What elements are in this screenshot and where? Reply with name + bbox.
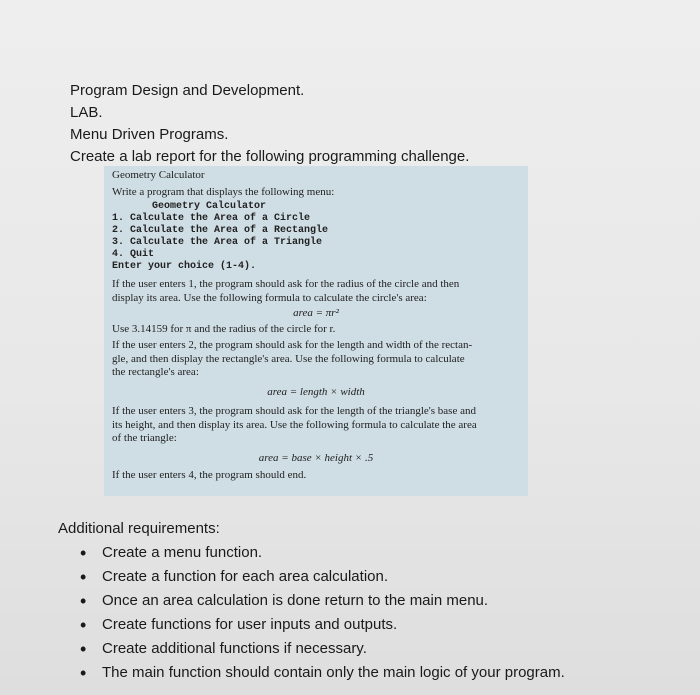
text-line: gle, and then display the rectangle's area. Use the following formula to calculate: [112, 352, 465, 365]
menu-prompt: Enter your choice (1-4).: [112, 261, 257, 272]
text-line: If the user enters 3, the program should ask for the length of the triangle's base and: [112, 405, 476, 417]
list-item: • Once an area calculation is done return to the main menu.: [80, 589, 565, 613]
list-item: • Create functions for user inputs and outputs.: [80, 613, 565, 637]
formula-rectangle: area = length × width: [267, 385, 365, 398]
requirements-list: [58, 541, 565, 685]
text-line: display its area. Use the following formula to calculate the circle's area:: [112, 291, 427, 304]
list-item: • Create a function for each area calculation.: [80, 565, 565, 589]
requirements: [58, 520, 565, 685]
paragraph-rectangle: [112, 339, 520, 380]
text-line: the rectangle's area:: [112, 366, 199, 378]
course-title: Program Design and Development.: [70, 82, 305, 99]
formula-triangle: area = base × height × .5: [258, 451, 374, 464]
formula-circle: area = πr²: [293, 307, 339, 319]
menu-item: 4. Quit: [112, 249, 155, 260]
challenge-box: [104, 166, 528, 496]
lab-label: LAB.: [70, 104, 103, 121]
list-item: • The main function should contain only the main logic of your program.: [80, 661, 565, 685]
text-line: its height, and then display its area. Use the following formula to calculate the area: [112, 418, 477, 431]
requirements-title: Additional requirements:: [58, 520, 220, 537]
menu-title: Geometry Calculator: [152, 201, 267, 212]
topic: Menu Driven Programs.: [70, 126, 229, 143]
header: [70, 80, 469, 168]
paragraph-circle: [112, 278, 520, 305]
challenge-intro: Write a program that displays the following menu:: [112, 185, 335, 198]
text-line: of the triangle:: [112, 432, 177, 444]
text-line: If the user enters 2, the program should ask for the length and width of the rectan-: [112, 339, 473, 351]
list-item: • Create a menu function.: [80, 541, 565, 565]
menu-item: 3. Calculate the Area of a Triangle: [112, 237, 323, 248]
text-line: If the user enters 1, the program should ask for the radius of the circle and then: [112, 278, 460, 290]
menu-item: 1. Calculate the Area of a Circle: [112, 213, 311, 224]
instruction: Create a lab report for the following programming challenge.: [70, 148, 470, 165]
challenge-title: Geometry Calculator: [112, 169, 205, 181]
paragraph-triangle: [112, 405, 520, 446]
menu-item: 2. Calculate the Area of a Rectangle: [112, 225, 329, 236]
quit-note: If the user enters 4, the program should end.: [112, 469, 307, 481]
pi-note: Use 3.14159 for π and the radius of the circle for r.: [112, 322, 336, 335]
list-item: • Create additional functions if necessary.: [80, 637, 565, 661]
